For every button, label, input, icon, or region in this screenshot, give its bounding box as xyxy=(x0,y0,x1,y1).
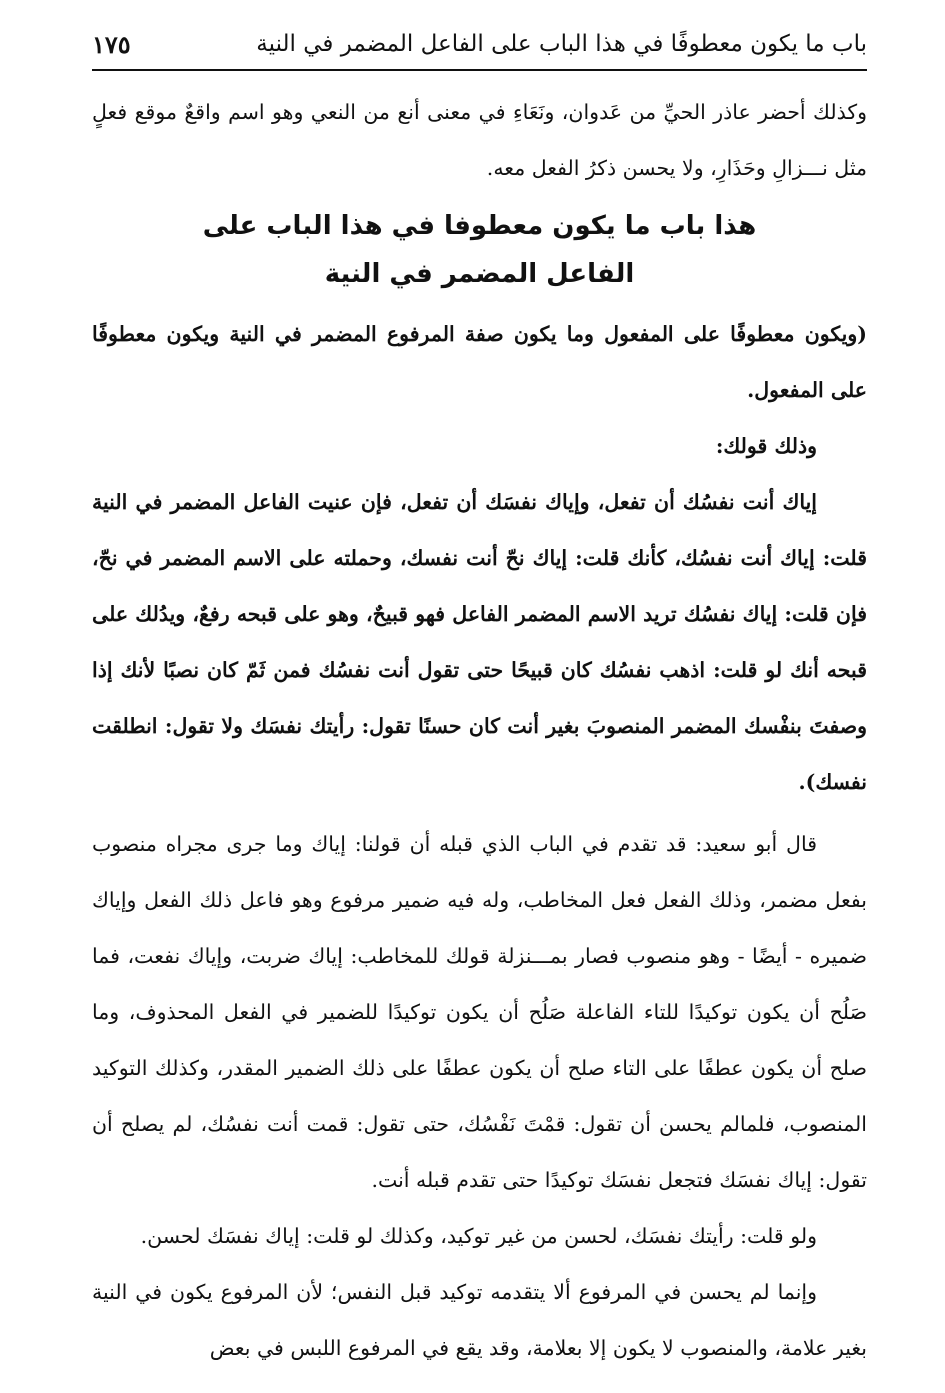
chapter-heading-line2: الفاعل المضمر في النية xyxy=(324,259,635,289)
matn-paragraph-2: وذلك قولك: xyxy=(715,434,817,458)
running-title: باب ما يكون معطوفًا في هذا الباب على الفاعل المضمر في النية xyxy=(256,31,867,57)
commentary-paragraph-2: ولو قلت: رأيتك نفسَك، لحسن من غير توكيد، وكذلك لو قلت: إياك نفسَك لحسن. xyxy=(140,1224,817,1248)
commentary-paragraph-1: قال أبو سعيد: قد تقدم في الباب الذي قبله أن قولنا: إياك وما جرى مجراه منصوب بفعل مضمر، وذلك الفعل فعل المخاطب، وله فيه ضمير مرفوع وهو فاعل ذلك الفعل وإياك ضميره - أيضًا - وهو منصوب فصار بمـــنزلة قولك للمخاطب: إياك ضربت، وإياك نفعت، فما صَلُح أن يكون توكيدًا للتاء الفاعلة صَلُح أن يكون توكيدًا للضمير في الفعل المحذوف، وما صلح أن يكون عطفًا على التاء صلح أن يكون عطفًا على ذلك الضمير المقدر، وكذلك التوكيد المنصوب، فلمالم يحسن أن تقول: قمْتَ نَفْسُك، حتى تقول: قمت أنت نفسُك، لم يصلح أن تقول: إياك نفسَك فتجعل نفسَك توكيدًا حتى تقدم قبله أنت. xyxy=(92,832,867,1192)
page-number: ١٧٥ xyxy=(92,29,131,59)
commentary-paragraph-3: وإنما لم يحسن في المرفوع ألا يتقدمه توكيد قبل النفس؛ لأن المرفوع يكون في النية بغير علامة، والمنصوب لا يكون إلا بعلامة، وقد يقع في المرفوع اللبس في بعض xyxy=(92,1280,867,1360)
page-header xyxy=(92,22,867,66)
page-body xyxy=(92,84,867,1376)
chapter-heading xyxy=(92,202,867,298)
header-rule xyxy=(92,69,867,71)
chapter-heading-line1: هذا باب ما يكون معطوفا في هذا الباب على xyxy=(202,211,757,241)
matn-paragraph-3: إياك أنت نفسُك أن تفعل، وإياك نفسَك أن تفعل، فإن عنيت الفاعل المضمر في النية قلت: إياك أنت نفسُك، كأنك قلت: إياك نحّ أنت نفسك، وحملته على الاسم المضمر في نحّ، فإن قلت: إياك نفسُك تريد الاسم المضمر الفاعل فهو قبيحٌ، وهو على قبحه رفعٌ، ويدُلك على قبحه أنك لو قلت: اذهب نفسُك كان قبيحًا حتى تقول أنت نفسُك فمن ثَمّ كان نصبًا لأنك إذا وصفتَ بنفْسك المضمر المنصوبَ بغير أنت كان حسنًا تقول: رأيتك نفسَك ولا تقول: انطلقت نفسك). xyxy=(92,490,867,794)
intro-paragraph: وكذلك أحضر عاذر الحيِّ من عَدوان، ونَعَاءِ في معنى أنع من النعي وهو اسم واقعٌ موقع فعلٍ مثل نـــزالِ وحَذَارِ، ولا يحسن ذكرُ الفعل معه. xyxy=(92,100,867,180)
matn-paragraph-1: (ويكون معطوفًا على المفعول وما يكون صفة المرفوع المضمر في النية ويكون معطوفًا على المفعول. xyxy=(92,322,867,402)
